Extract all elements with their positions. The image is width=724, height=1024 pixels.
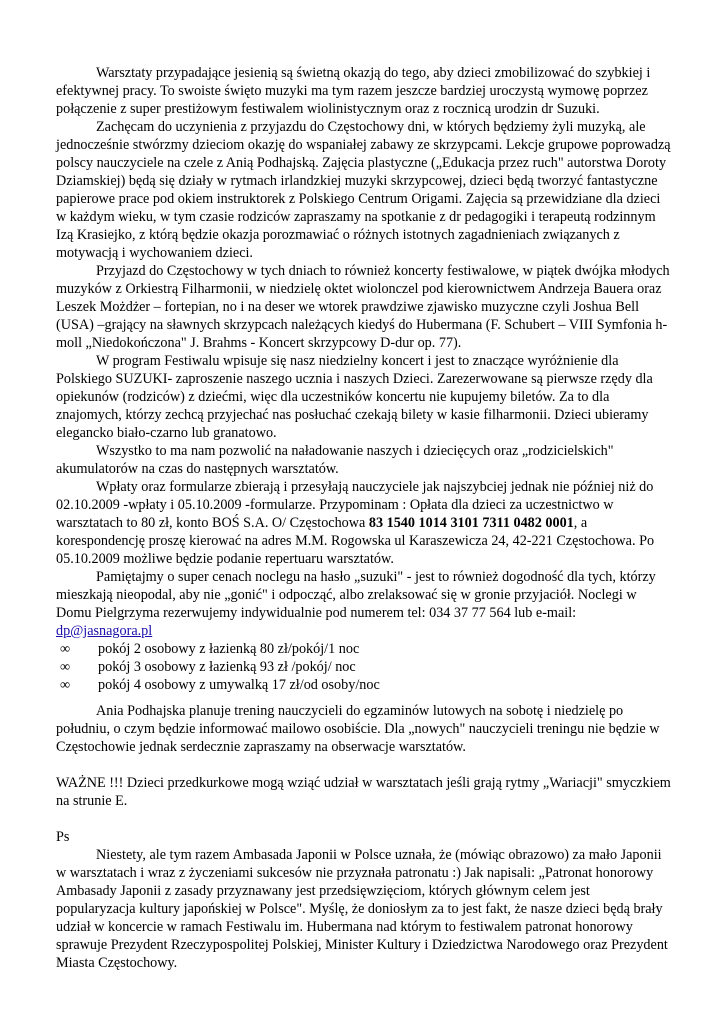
room-price-list — [56, 640, 672, 694]
paragraph-payments — [56, 478, 672, 568]
room-price-text: pokój 3 osobowy z łazienką 93 zł /pokój/ noc — [98, 659, 356, 675]
list-item — [56, 640, 672, 658]
important-notice: WAŻNE !!! Dzieci przedkurkowe mogą wziąć udział w warsztatach jeśli grają rytmy „Wariacji" smyczkiem na strunie E. — [56, 775, 671, 809]
room-price-text: pokój 4 osobowy z umywalką 17 zł/od osoby/noc — [98, 677, 380, 693]
email-link[interactable]: dp@jasnagora.pl — [56, 623, 153, 639]
spacer — [56, 810, 672, 828]
document-page — [56, 64, 672, 972]
paragraph-postscript: Niestety, ale tym razem Ambasada Japonii w Polsce uznała, że (mówiąc obrazowo) za mało Japonii w warsztatach i wraz z życzeniami sukcesów nie przyznała patronatu :) Jak napisali: „Patronat honorowy Ambasady Japonii z zasady przyznawany jest przedsięwzięciom, których głównym celem jest popularyzacja kultury japońskiej w Polsce". Myślę, że doniosłym za to jest fakt, że nasze dzieci będą brały udział w koncercie w ramach Festiwalu im. Hubermana nad którym to festiwalem patronat honorowy sprawuje Prezydent Rzeczypospolitej Polskiej, Minister Kultury i Dziedzictwa Narodowego oraz Prezydent Miasta Częstochowy. — [56, 847, 668, 971]
paragraph-recharge: Wszystko to ma nam pozwolić na naładowanie naszych i dziecięcych oraz „rodzicielskich" akumulatorów na czas do następnych warsztatów. — [56, 443, 614, 477]
list-item — [56, 676, 672, 694]
payments-text-post: , a korespondencję proszę kierować na adres M.M. Rogowska ul Karaszewicza 24, 42-221 Częstochowa. Po 05.10.2009 możliwe będzie podanie repertuaru warsztatów. — [56, 515, 655, 567]
room-price-text: pokój 2 osobowy z łazienką 80 zł/pokój/1 noc — [98, 641, 360, 657]
accommodation-text: Pamiętajmy o super cenach noclegu na hasło „suzuki" - jest to również dogodność dla tych, którzy mieszkają nieopodal, aby nie „gonić" i odpocząć, albo zrelaksować się w gronie przyjaciół. Noclegi w Domu Pielgrzyma rezerwujemy indywidualnie pod numerem tel: 034 37 77 564 lub e-mail: — [56, 569, 656, 621]
spacer — [56, 756, 672, 774]
paragraph-festival: W program Festiwalu wpisuje się nasz niedzielny koncert i jest to znaczące wyróżnienie dla Polskiego SUZUKI- zaproszenie naszego ucznia i naszych Dzieci. Zarezerwowane są pierwsze rzędy dla opiekunów (rodziców) z dziećmi, więc dla uczestników koncertu nie kupujemy biletów. Za to dla znajomych, którzy zechcą przyjechać nas posłuchać czekają bilety w kasie filharmonii. Dzieci ubieramy elegancko biało-czarno lub granatowo. — [56, 353, 653, 441]
infinity-bullet-icon: ∞ — [60, 677, 71, 693]
list-item — [56, 658, 672, 676]
paragraph-intro: Warsztaty przypadające jesienią są świetną okazją do tego, aby dzieci zmobilizować do szybkiej i efektywnej pracy. To swoiste święto muzyki ma tym razem jeszcze bardziej uroczystą wymowę poprzez połączenie z super prestiżowym festiwalem wiolinistycznym oraz z rocznicą urodzin dr Suzuki. — [56, 65, 651, 117]
ps-label: Ps — [56, 829, 70, 845]
paragraph-teacher-training: Ania Podhajska planuje trening nauczycieli do egzaminów lutowych na sobotę i niedzielę po południu, o czym będzie informować mailowo osobiście. Dla „nowych" nauczycieli treningu nie będzie w Częstochowie jednak serdecznie zapraszamy na obserwacje warsztatów. — [56, 703, 660, 755]
paragraph-program: Zachęcam do uczynienia z przyjazdu do Częstochowy dni, w których będziemy żyli muzyką, ale jednocześnie stwórzmy dzieciom okazję do wspaniałej zabawy ze skrzypcami. Lekcje grupowe poprowadzą polscy nauczyciele na czele z Anią Podhajską. Zajęcia plastyczne („Edukacja przez ruch" autorstwa Doroty Dziamskiej) będą się działy w rytmach irlandzkiej muzyki skrzypcowej, dzieci będą tworzyć fantastyczne papierowe prace pod okiem instruktorek z Polskiego Centrum Origami. Zajęcia są przewidziane dla dzieci w każdym wieku, w tym czasie rodziców zapraszamy na spotkanie z dr pedagogiki i terapeutą rodzinnym Izą Krasiejko, z którą będzie okazja porozmawiać o różnych istotnych zagadnieniach związanych z motywacją i wychowaniem dzieci. — [56, 119, 671, 261]
paragraph-accommodation — [56, 568, 672, 640]
spacer — [56, 694, 672, 702]
paragraph-concerts: Przyjazd do Częstochowy w tych dniach to również koncerty festiwalowe, w piątek dwójka młodych muzyków z Orkiestrą Filharmonii, w niedzielę oktet wiolonczel pod kierownictwem Andrzeja Bauera oraz Leszek Możdżer – fortepian, no i na deser we wtorek prawdziwe zjawisko muzyczne czyli Joshua Bell (USA) –grający na sławnych skrzypcach należących kiedyś do Hubermana (F. Schubert – VIII Symfonia h-moll „Niedokończona" J. Brahms - Koncert skrzypcowy D-dur op. 77). — [56, 263, 670, 351]
infinity-bullet-icon: ∞ — [60, 641, 71, 657]
infinity-bullet-icon: ∞ — [60, 659, 71, 675]
payments-text-pre: Wpłaty oraz formularze zbierają i przesyłają nauczyciele jak najszybciej jednak nie później niż do 02.10.2009 -wpłaty i 05.10.2009 -formularze. Przypominam : Opłata dla dzieci za uczestnictwo w warsztatach to 80 zł, konto BOŚ S.A. O/ Częstochowa — [56, 479, 654, 531]
bank-account-number: 83 1540 1014 3101 7311 0482 0001 — [368, 515, 574, 531]
